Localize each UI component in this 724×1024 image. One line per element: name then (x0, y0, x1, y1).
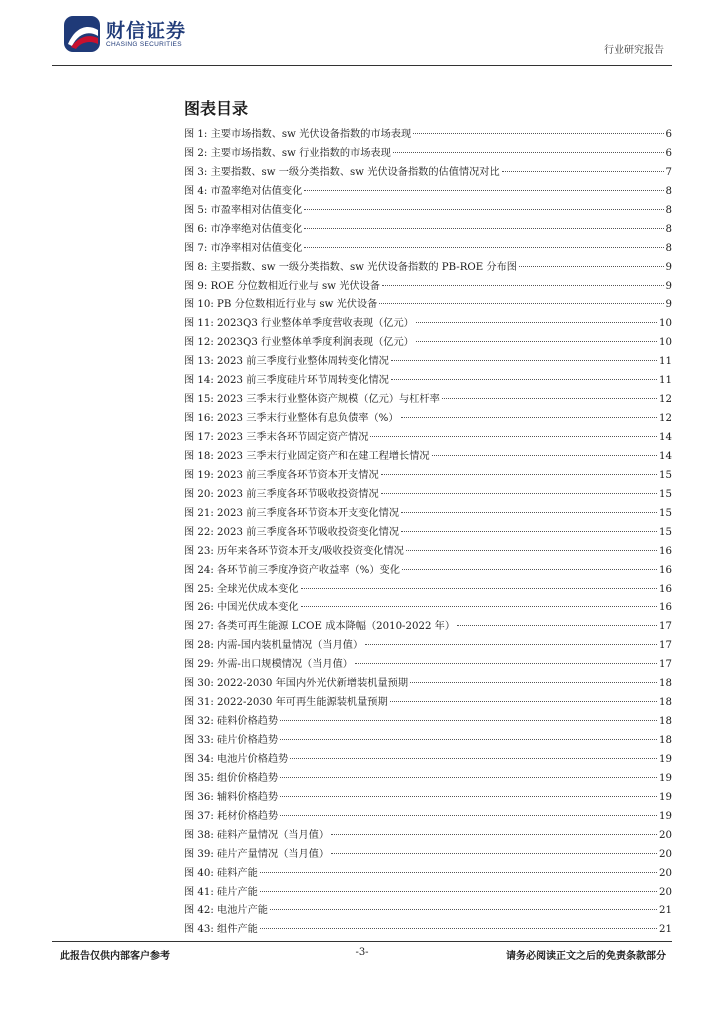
toc-entry-label: 图 22: 2023 前三季度各环节吸收投资变化情况 (184, 526, 400, 538)
toc-entry[interactable] (184, 410, 672, 429)
toc-dot-leader (280, 796, 657, 797)
toc-dot-leader (260, 872, 657, 873)
toc-entry-label: 图 15: 2023 三季末行业整体资产规模（亿元）与杠杆率 (184, 394, 440, 406)
toc-entry-page: 15 (659, 469, 672, 481)
toc-entry-page: 17 (659, 640, 672, 652)
toc-entry-page: 10 (659, 318, 672, 330)
toc-entry[interactable] (184, 921, 672, 940)
footer-disclaimer: 此报告仅供内部客户参考 (60, 951, 170, 962)
toc-entry[interactable] (184, 713, 672, 732)
toc-entry-page: 8 (665, 223, 672, 235)
toc-entry[interactable] (184, 448, 672, 467)
toc-entry-page: 21 (659, 905, 672, 917)
toc-dot-leader (401, 512, 657, 513)
toc-entry-page: 20 (659, 867, 672, 879)
footer-divider (52, 941, 672, 942)
toc-entry[interactable] (184, 637, 672, 656)
toc-entry-label: 图 30: 2022-2030 年国内外光伏新增装机量预期 (184, 678, 409, 690)
toc-dot-leader (355, 663, 657, 664)
toc-entry-label: 图 8: 主要指数、sw 一级分类指数、sw 光伏设备指数的 PB-ROE 分布图 (184, 261, 517, 273)
toc-dot-leader (401, 417, 658, 418)
toc-entry[interactable] (184, 694, 672, 713)
toc-entry-label: 图 32: 硅料价格趋势 (184, 716, 279, 728)
toc-entry-page: 6 (665, 129, 672, 140)
toc-entry-label: 图 24: 各环节前三季度净资产收益率（%）变化 (184, 564, 400, 576)
toc-entry-label: 图 26: 中国光伏成本变化 (184, 602, 299, 614)
toc-dot-leader (401, 531, 657, 532)
toc-dot-leader (280, 777, 657, 778)
toc-entry-label: 图 13: 2023 前三季度行业整体周转变化情况 (184, 356, 389, 368)
toc-entry-page: 8 (665, 204, 672, 216)
toc-entry-label: 图 4: 市盈率绝对估值变化 (184, 185, 303, 197)
toc-entry[interactable] (184, 732, 672, 751)
toc-entry-page: 9 (665, 280, 672, 292)
toc-entry-page: 16 (659, 545, 672, 557)
toc-entry-page: 12 (659, 413, 672, 425)
toc-entry[interactable] (184, 202, 672, 221)
toc-entry-label: 图 33: 硅片价格趋势 (184, 735, 279, 746)
logo-english-name: CHASING SECURITIES (106, 41, 182, 48)
toc-entry-page: 19 (659, 753, 672, 765)
toc-dot-leader (381, 493, 657, 494)
toc-dot-leader (290, 758, 657, 759)
toc-entry[interactable] (184, 221, 672, 240)
toc-entry-label: 图 1: 主要市场指数、sw 光伏设备指数的市场表现 (184, 129, 412, 140)
toc-dot-leader (365, 644, 657, 645)
toc-entry-page: 19 (659, 810, 672, 822)
toc-entry[interactable] (184, 259, 672, 278)
toc-dot-leader (301, 606, 657, 607)
toc-entry-label: 图 18: 2023 三季末行业固定资产和在建工程增长情况 (184, 450, 430, 462)
toc-entry-page: 11 (659, 375, 672, 387)
toc-dot-leader (416, 322, 657, 323)
toc-dot-leader (280, 720, 657, 721)
toc-entry-page: 16 (659, 564, 672, 576)
toc-dot-leader (406, 550, 657, 551)
toc-entry-page: 16 (659, 583, 672, 595)
toc-entry[interactable] (184, 884, 672, 903)
toc-entry-label: 图 39: 硅片产量情况（当月值） (184, 848, 330, 860)
toc-entry[interactable] (184, 618, 672, 637)
toc-entry[interactable] (184, 562, 672, 581)
toc-entry-page: 20 (659, 886, 672, 898)
toc-entry-label: 图 10: PB 分位数相近行业与 sw 光伏设备 (184, 299, 378, 311)
toc-dot-leader (280, 815, 657, 816)
toc-entry-page: 15 (659, 507, 672, 519)
toc-dot-leader (457, 625, 657, 626)
toc-entry[interactable] (184, 505, 672, 524)
toc-entry[interactable] (184, 770, 672, 789)
toc-entry-page: 17 (659, 659, 672, 671)
toc-entry-label: 图 23: 历年来各环节资本开支/吸收投资变化情况 (184, 545, 404, 557)
toc-entry-page: 19 (659, 791, 672, 803)
toc-entry-label: 图 27: 各类可再生能源 LCOE 成本降幅（2010-2022 年） (184, 621, 456, 633)
toc-entry[interactable] (184, 372, 672, 391)
toc-entry-page: 18 (659, 716, 672, 728)
toc-dot-leader (370, 436, 657, 437)
toc-entry-label: 图 2: 主要市场指数、sw 行业指数的市场表现 (184, 147, 391, 159)
toc-entry-page: 21 (659, 924, 672, 936)
toc-entry-label: 图 41: 硅片产能 (184, 886, 258, 898)
toc-dot-leader (402, 569, 657, 570)
toc-dot-leader (416, 341, 657, 342)
toc-entry-label: 图 42: 电池片产能 (184, 905, 268, 917)
toc-entry-page: 10 (659, 337, 672, 349)
toc-entry[interactable] (184, 846, 672, 865)
toc-entry[interactable] (184, 865, 672, 884)
toc-dot-leader (382, 285, 664, 286)
toc-dot-leader (413, 133, 663, 134)
toc-entry[interactable] (184, 145, 672, 164)
toc-entry[interactable] (184, 524, 672, 543)
toc-entry-label: 图 14: 2023 前三季度硅片环节周转变化情况 (184, 375, 389, 387)
toc-entry[interactable] (184, 126, 672, 145)
toc-entry-label: 图 28: 内需-国内装机量情况（当月值） (184, 640, 364, 652)
toc-entry[interactable] (184, 486, 672, 505)
toc-entry-label: 图 3: 主要指数、sw 一级分类指数、sw 光伏设备指数的估值情况对比 (184, 166, 500, 178)
toc-entry-page: 7 (665, 166, 672, 178)
header-divider (52, 65, 672, 66)
toc-entry-label: 图 7: 市净率相对估值变化 (184, 242, 303, 254)
toc-dot-leader (301, 588, 657, 589)
toc-entry-page: 17 (659, 621, 672, 633)
toc-entry[interactable] (184, 543, 672, 562)
toc-dot-leader (280, 739, 657, 740)
toc-entry-label: 图 19: 2023 前三季度各环节资本开支情况 (184, 469, 379, 481)
toc-entry-page: 18 (659, 735, 672, 746)
toc-entry-label: 图 38: 硅料产量情况（当月值） (184, 829, 330, 841)
toc-entry-label: 图 34: 电池片价格趋势 (184, 753, 289, 765)
toc-entry-page: 6 (665, 147, 672, 159)
toc-entry-page: 8 (665, 185, 672, 197)
toc-entry[interactable] (184, 789, 672, 808)
toc-entry[interactable] (184, 751, 672, 770)
page-header (0, 0, 724, 66)
toc-entry[interactable] (184, 353, 672, 372)
logo-chinese-name: 财信证券 (106, 20, 187, 42)
page-number: -3- (355, 947, 369, 958)
toc-entry[interactable] (184, 429, 672, 448)
toc-entry[interactable] (184, 240, 672, 259)
toc-dot-leader (260, 928, 657, 929)
toc-entry-label: 图 6: 市净率绝对估值变化 (184, 223, 303, 235)
toc-entry[interactable] (184, 278, 672, 297)
toc-entry[interactable] (184, 656, 672, 675)
toc-entry[interactable] (184, 183, 672, 202)
toc-dot-leader (390, 701, 657, 702)
toc-entry-label: 图 40: 硅料产能 (184, 867, 258, 879)
toc-entry-label: 图 29: 外需-出口规模情况（当月值） (184, 659, 353, 671)
toc-entry-label: 图 5: 市盈率相对估值变化 (184, 204, 303, 216)
toc-entry-label: 图 35: 组价价格趋势 (184, 772, 279, 784)
toc-entry-page: 9 (665, 299, 672, 311)
toc-dot-leader (304, 209, 663, 210)
toc-dot-leader (432, 455, 657, 456)
toc-dot-leader (391, 379, 657, 380)
toc-entry[interactable] (184, 164, 672, 183)
toc-entry-page: 11 (659, 356, 672, 368)
toc-dot-leader (519, 266, 664, 267)
toc-dot-leader (410, 682, 657, 683)
toc-entry[interactable] (184, 334, 672, 353)
toc-entry-label: 图 37: 耗材价格趋势 (184, 810, 279, 822)
toc-entry-page: 20 (659, 848, 672, 860)
toc-entry-page: 15 (659, 526, 672, 538)
toc-entry-page: 18 (659, 697, 672, 709)
toc-dot-leader (331, 853, 657, 854)
logo-emblem-icon (62, 14, 102, 54)
toc-dot-leader (304, 228, 663, 229)
toc-entry-page: 14 (659, 432, 672, 443)
toc-entry-label: 图 12: 2023Q3 行业整体单季度利润表现（亿元） (184, 337, 414, 349)
toc-entry-page: 14 (659, 450, 672, 462)
toc-entry[interactable] (184, 902, 672, 921)
toc-entry-label: 图 25: 全球光伏成本变化 (184, 583, 299, 595)
footer-notice: 请务必阅读正文之后的免责条款部分 (506, 951, 666, 962)
toc-entry-label: 图 43: 组件产能 (184, 924, 258, 936)
toc-entry-page: 16 (659, 602, 672, 614)
toc-entry-label: 图 31: 2022-2030 年可再生能源装机量预期 (184, 697, 388, 709)
company-logo (62, 14, 202, 54)
toc-entry-label: 图 11: 2023Q3 行业整体单季度营收表现（亿元） (184, 318, 414, 330)
toc-dot-leader (381, 474, 657, 475)
toc-entry[interactable] (184, 599, 672, 618)
toc-dot-leader (391, 360, 657, 361)
figure-toc-list (184, 126, 672, 940)
toc-entry[interactable] (184, 675, 672, 694)
toc-entry[interactable] (184, 315, 672, 334)
toc-entry-page: 8 (665, 242, 672, 254)
toc-entry-page: 12 (659, 394, 672, 406)
toc-entry-label: 图 36: 辅料价格趋势 (184, 791, 279, 803)
toc-dot-leader (502, 171, 664, 172)
toc-entry-page: 19 (659, 772, 672, 784)
toc-dot-leader (331, 834, 657, 835)
toc-dot-leader (379, 303, 663, 304)
toc-entry-label: 图 16: 2023 三季末行业整体有息负债率（%） (184, 413, 399, 425)
toc-entry-label: 图 20: 2023 前三季度各环节吸收投资情况 (184, 488, 379, 500)
toc-dot-leader (270, 909, 657, 910)
toc-dot-leader (304, 190, 663, 191)
toc-entry-page: 20 (659, 829, 672, 841)
toc-entry-page: 18 (659, 678, 672, 690)
toc-entry[interactable] (184, 296, 672, 315)
toc-dot-leader (393, 152, 664, 153)
toc-entry-page: 15 (659, 488, 672, 500)
toc-entry[interactable] (184, 391, 672, 410)
toc-entry[interactable] (184, 581, 672, 600)
toc-entry[interactable] (184, 467, 672, 486)
toc-entry-label: 图 17: 2023 三季末各环节固定资产情况 (184, 432, 369, 443)
toc-dot-leader (304, 247, 663, 248)
toc-entry[interactable] (184, 827, 672, 846)
toc-dot-leader (442, 398, 657, 399)
toc-dot-leader (260, 891, 657, 892)
toc-entry-page: 9 (665, 261, 672, 273)
toc-title: 图表目录 (184, 99, 249, 118)
toc-entry[interactable] (184, 808, 672, 827)
toc-entry-label: 图 21: 2023 前三季度各环节资本开支变化情况 (184, 507, 400, 519)
toc-entry-label: 图 9: ROE 分位数相近行业与 sw 光伏设备 (184, 280, 380, 292)
report-type-label: 行业研究报告 (604, 45, 664, 56)
